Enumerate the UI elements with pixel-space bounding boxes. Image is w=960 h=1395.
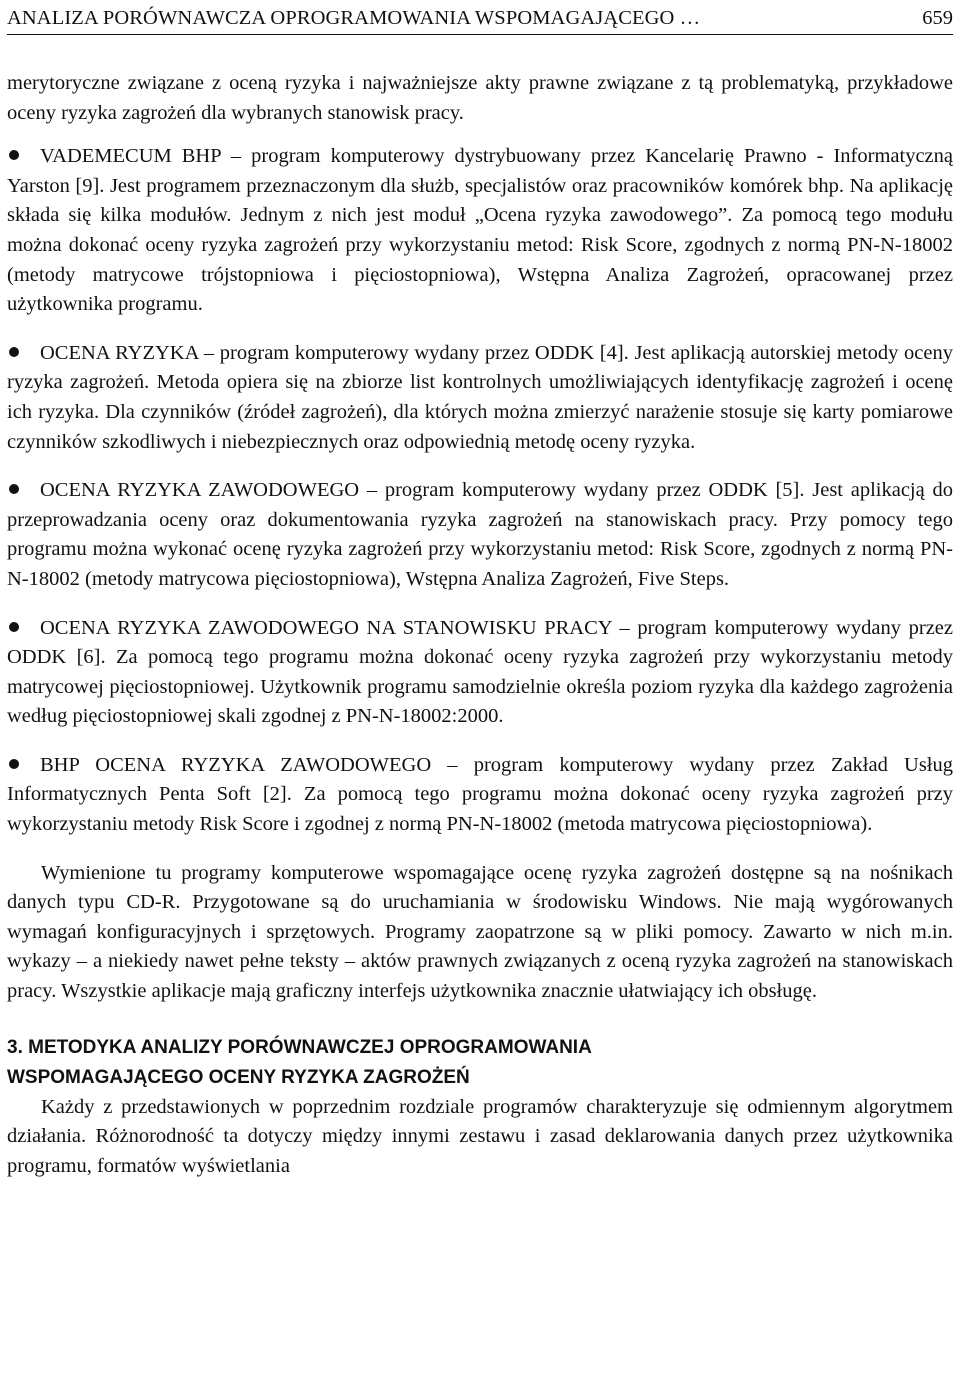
- summary-paragraph: Wymienione tu programy komputerowe wspomagające ocenę ryzyka zagrożeń dostępne są na nośnikach danych typu CD-R. Przygotowane są do uruchamiania w środowisku Windows. Nie mają wygórowanych wymagań konfiguracyjnych i sprzętowych. Programy zaopatrzone są w pliki pomocy. Zawarto w nich m.in. wykazy – a niekiedy nawet pełne teksty – aktów prawnych związanych z oceną ryzyka zagrożeń na stanowiskach pracy. Wszystkie aplikacje mają graficzny interfejs użytkownika znacznie ułatwiający ich obsługę.: [7, 861, 953, 1003]
- section-heading-line1: 3. METODYKA ANALIZY PORÓWNAWCZEJ OPROGRAMOWANIA: [7, 1036, 592, 1058]
- section-heading-line2: WSPOMAGAJĄCEGO OCENY RYZYKA ZAGROŻEŃ: [7, 1066, 470, 1088]
- bullet-item-bhp-ocena: [7, 751, 953, 840]
- page-body: [7, 69, 953, 1181]
- bullet-text: OCENA RYZYKA – program komputerowy wydany przez ODDK [4]. Jest aplikacją autorskiej metody oceny ryzyka zagrożeń. Metoda opiera się na zbiorze list kontrolnych umożliwiających identyfikację zagrożeń i ocenę ich ryzyka. Dla czynników (źródeł zagrożeń), dla których można zmierzyć narażenie stosuje się karty pomiarowe czynników szkodliwych i niebezpiecznych oraz odpowiednią metodę oceny ryzyka.: [7, 341, 953, 453]
- section-paragraph: Każdy z przedstawionych w poprzednim rozdziale programów charakteryzuje się odmiennym algorytmem działania. Różnorodność ta dotyczy między innymi zestawu i zasad deklarowania danych przez użytkownika programu, formatów wyświetlania: [7, 1095, 953, 1177]
- bullet-item-ocena-ryzyka: [7, 339, 953, 457]
- running-header: [7, 4, 953, 35]
- section-heading: [7, 1033, 953, 1093]
- running-title: ANALIZA PORÓWNAWCZA OPROGRAMOWANIA WSPOMAGAJĄCEGO …: [7, 7, 701, 29]
- bullet-dot-icon: [9, 347, 19, 357]
- intro-continuation: merytoryczne związane z oceną ryzyka i najważniejsze akty prawne związane z tą problematyką, przykładowe oceny ryzyka zagrożeń dla wybranych stanowisk pracy.: [7, 72, 953, 124]
- bullet-text: OCENA RYZYKA ZAWODOWEGO – program komputerowy wydany przez ODDK [5]. Jest aplikacją do przeprowadzania oceny oraz dokumentowania ryzyka zagrożeń na stanowiskach pracy. Przy pomocy tego programu można wykonać ocenę ryzyka zagrożeń przy wykorzystaniu metod: Risk Score, zgodnych z normą PN-N-18002 (metody matrycowa pięciostopniowa), Wstępna Analiza Zagrożeń, Five Steps.: [7, 479, 953, 590]
- bullet-dot-icon: [9, 484, 19, 494]
- bullet-text: OCENA RYZYKA ZAWODOWEGO NA STANOWISKU PRACY – program komputerowy wydany przez ODDK [6]. Za pomocą tego programu można dokonać oceny ryzyka zagrożeń przy wykorzystaniu metody matrycowej pięciostopniowej. Użytkownik programu samodzielnie określa poziom ryzyka dla każdego zagrożenia według pięciostopniowej skali zgodnej z PN-N-18002:2000.: [7, 616, 953, 728]
- bullet-item-ocena-na-stanowisku: [7, 614, 953, 732]
- bullet-dot-icon: [9, 622, 19, 632]
- bullet-dot-icon: [9, 150, 19, 160]
- bullet-text: BHP OCENA RYZYKA ZAWODOWEGO – program komputerowy wydany przez Zakład Usług Informatycznych Penta Soft [2]. Za pomocą tego programu można dokonać oceny ryzyka zagrożeń przy wykorzystaniu metody Risk Score i zgodnej z normą PN-N-18002 (metoda matrycowa pięciostopniowa).: [7, 753, 953, 836]
- bullet-text: VADEMECUM BHP – program komputerowy dystrybuowany przez Kancelarię Prawno - Informatyczną Yarston [9]. Jest programem przeznaczonym dla służb, specjalistów oraz pracowników komórek bhp. Na aplikację składa się kilka modułów. Jednym z nich jest moduł „Ocena ryzyka zawodowego”. Za pomocą tego modułu można dokonać oceny ryzyka zagrożeń przy wykorzystaniu metod: Risk Score, zgodnych z normą PN-N-18002 (metody matrycowe trójstopniowa i pięciostopniowa), Wstępna Analiza Zagrożeń, opracowanej przez użytkownika programu.: [7, 145, 953, 316]
- page-number: 659: [922, 7, 953, 29]
- bullet-item-ocena-ryzyka-zawodowego: [7, 476, 953, 594]
- bullet-item-vademecum: [7, 142, 953, 320]
- bullet-dot-icon: [9, 759, 19, 769]
